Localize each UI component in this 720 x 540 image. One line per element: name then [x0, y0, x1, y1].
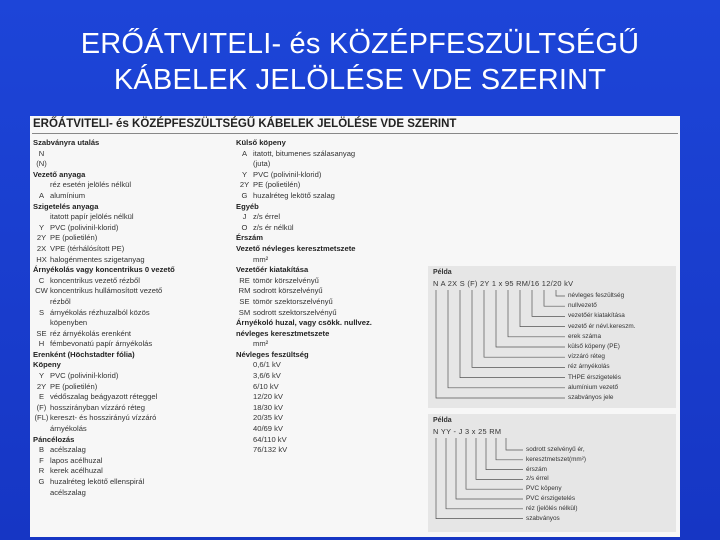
designation-code: G: [38, 477, 45, 486]
example-label: szabványos: [526, 514, 560, 522]
designation-text: halogénmentes szigetanyag: [50, 254, 145, 264]
leader-line: [544, 290, 565, 306]
designation-row: [236, 403, 426, 414]
designation-code: J: [242, 212, 247, 222]
designation-text: z/s ér nélkül: [253, 222, 294, 232]
example-label: érszám: [526, 465, 547, 473]
designation-text: mm²: [253, 254, 269, 264]
designation-text: Névleges feszültség: [236, 349, 309, 359]
example-label: keresztmetszet(mm²): [526, 455, 587, 463]
designation-text: Szigetelés anyaga: [33, 201, 99, 211]
designation-row: [236, 382, 426, 393]
designation-row: [236, 297, 426, 308]
leader-line: [476, 438, 523, 479]
designation-text: PE (polietilén): [50, 381, 98, 391]
leader-line: [466, 438, 523, 489]
example-label: erek száma: [568, 332, 602, 340]
designation-code: E: [38, 392, 45, 402]
designation-code: 2Y: [36, 233, 47, 243]
example-box-1: [428, 266, 676, 408]
designation-text: 76/132 kV: [253, 445, 288, 455]
designation-text: lapos acélhuzal: [50, 455, 103, 465]
designation-text: névleges keresztmetszete: [236, 328, 330, 338]
designation-text: Páncélozás: [33, 434, 75, 444]
leader-line: [446, 438, 523, 509]
designation-row: [33, 297, 233, 308]
designation-text: védőszalag beágyazott réteggel: [50, 392, 158, 402]
designation-row: [33, 488, 233, 499]
leader-line: [472, 290, 565, 367]
designation-text: 6/10 kV: [253, 381, 279, 391]
designation-code: SE: [239, 296, 250, 306]
designation-code: B: [38, 445, 45, 455]
designation-text: sodrott körszelvényű: [253, 286, 323, 296]
designation-code: S: [38, 307, 45, 317]
section-heading: [236, 318, 426, 329]
designation-text: 12/20 kV: [253, 392, 283, 402]
designation-code: 2X: [36, 243, 47, 253]
designation-text: rézből: [50, 296, 71, 306]
designation-code: SE: [36, 328, 47, 338]
title-divider: [32, 133, 678, 134]
example-2-code: N YY - J 3 x 25 RM: [433, 427, 502, 436]
leader-line: [486, 438, 523, 470]
designation-text: Érszám: [236, 233, 264, 243]
example-label: névleges feszültség: [568, 292, 625, 299]
designation-row: [236, 286, 426, 297]
section-heading: [236, 138, 426, 149]
designation-code: A: [38, 190, 45, 200]
designation-text: Árnyékolás vagy koncentrikus 0 vezető: [33, 265, 175, 275]
designation-text: itatott papír jelölés nélkül: [50, 212, 134, 222]
designation-row: [236, 435, 426, 446]
designation-text: alumínium: [50, 190, 86, 200]
designation-row: [236, 170, 426, 181]
designation-row: [236, 255, 426, 266]
example-2-heading: Példa: [433, 417, 452, 424]
designation-text: koncentrikus vezető rézből: [50, 275, 140, 285]
designation-row: [33, 308, 233, 319]
designation-row: [33, 392, 233, 403]
designation-row: [236, 413, 426, 424]
designation-row: [33, 191, 233, 202]
designation-code: Y: [241, 169, 248, 179]
designation-code: G: [241, 190, 248, 200]
designation-text: Árnyékoló huzal, vagy csökk. nullvez.: [236, 318, 372, 328]
designation-row: [236, 191, 426, 202]
designation-text: Erenként (Höchstadter fólia): [33, 349, 135, 359]
designation-text: tömör körszelvényű: [253, 275, 319, 285]
slide-title-line-1: ERŐÁTVITELI- és KÖZÉPFESZÜLTSÉGŰ: [80, 28, 640, 60]
designation-text: sodrott szektorszelvényű: [253, 307, 337, 317]
designation-row: [33, 212, 233, 223]
leader-line: [506, 438, 523, 450]
designation-text: köpenyben: [50, 318, 88, 328]
designation-row: [236, 392, 426, 403]
designation-code: CW: [35, 286, 48, 296]
example-label: nullvezető: [568, 302, 597, 310]
designation-row: [236, 371, 426, 382]
example-label: szabványos jele: [568, 394, 614, 401]
designation-text: PVC (polivinil-klorid): [50, 371, 119, 381]
example-label: PVC érszigetelés: [526, 495, 576, 502]
designation-code: Y: [38, 371, 45, 381]
leader-line: [520, 290, 565, 327]
designation-text: 18/30 kV: [253, 402, 283, 412]
designation-code: RM: [238, 286, 251, 296]
designation-text: kereszt- és hosszirányú vízzáró: [50, 413, 157, 423]
designation-row: [33, 382, 233, 393]
designation-text: Egyéb: [236, 201, 259, 211]
designation-row: [236, 180, 426, 191]
example-label: réz (jelölés nélkül): [526, 504, 578, 512]
slide-title-line-2: KÁBELEK JELÖLÉSE VDE SZERINT: [113, 64, 607, 96]
designation-code: F: [39, 455, 44, 465]
designation-code: HX: [36, 254, 47, 264]
example-label: THPE érszigetelés: [568, 373, 621, 381]
designation-row: [236, 445, 426, 456]
section-heading: [236, 244, 426, 255]
example-label: sodrott szelvényű ér,: [526, 446, 585, 453]
designation-code: R: [38, 466, 45, 476]
designation-row: [236, 339, 426, 350]
designation-text: Külső köpeny: [236, 138, 286, 147]
designation-row: [33, 403, 233, 414]
designation-row: [33, 456, 233, 467]
designation-text: mm²: [253, 339, 269, 349]
designation-row: [33, 233, 233, 244]
designation-text: kerek acélhuzal: [50, 466, 103, 476]
designation-row: [33, 276, 233, 287]
example-label: réz árnyékolás: [568, 363, 610, 371]
leader-line: [508, 290, 565, 337]
designation-row: [236, 223, 426, 234]
designation-text: 20/35 kV: [253, 413, 283, 423]
designation-row: [236, 159, 426, 170]
designation-text: itatott, bitumenes szálasanyag: [253, 148, 356, 158]
designation-row: [33, 244, 233, 255]
designation-code: (FL): [34, 413, 49, 423]
designation-code: 2Y: [239, 180, 250, 190]
designation-text: z/s érrel: [253, 212, 281, 222]
designation-row: [33, 180, 233, 191]
designation-row: [33, 329, 233, 340]
designation-text: réz esetén jelölés nélkül: [50, 180, 132, 190]
designation-code: A: [241, 148, 248, 158]
leader-line: [496, 290, 565, 347]
designation-code: H: [38, 339, 45, 349]
designation-text: Szabványra utalás: [33, 138, 100, 147]
example-box-2: [428, 414, 676, 532]
designation-text: Köpeny: [33, 360, 61, 370]
example-label: PVC köpeny: [526, 485, 562, 493]
designation-text: 3,6/6 kV: [253, 371, 281, 381]
designation-text: Vezető névleges keresztmetszete: [236, 243, 356, 253]
designation-row: [33, 413, 233, 424]
designation-text: huzalréteg lekötő ellenspirál: [50, 477, 145, 486]
example-1-code: N A 2X S (F) 2Y 1 x 95 RM/16 12/20 kV: [433, 279, 574, 288]
leader-line: [460, 290, 565, 378]
designation-column-left: [33, 138, 233, 498]
section-heading: [236, 265, 426, 276]
example-label: alumínium vezető: [568, 383, 619, 391]
designation-row: [236, 212, 426, 223]
designation-row: [33, 255, 233, 266]
designation-text: árnyékolás: [50, 424, 87, 434]
designation-text: fémbevonatú papír árnyékolás: [50, 339, 153, 349]
designation-text: réz árnyékolás erenként: [50, 328, 132, 338]
designation-text: tömör szektorszelvényű: [253, 296, 333, 306]
section-heading: [33, 435, 233, 446]
designation-code: (F): [36, 402, 47, 412]
section-heading: [33, 138, 233, 149]
example-label: vízzáró réteg: [568, 353, 605, 361]
section-heading: [33, 360, 233, 371]
designation-code: 2Y: [36, 381, 47, 391]
section-heading: [236, 329, 426, 340]
designation-row: [236, 276, 426, 287]
designation-text: acélszalag: [50, 445, 86, 455]
designation-code: (N): [36, 159, 47, 169]
section-heading: [33, 350, 233, 361]
section-heading: [236, 350, 426, 361]
leader-line: [556, 290, 565, 296]
designation-text: hosszirányban vízzáró réteg: [50, 402, 145, 412]
designation-row: [33, 318, 233, 329]
example-label: z/s érrel: [526, 475, 549, 483]
designation-text: 64/110 kV: [253, 434, 287, 444]
designation-text: PE (polietilén): [50, 233, 98, 243]
designation-code: O: [241, 222, 248, 232]
leader-line: [496, 438, 523, 460]
designation-row: [236, 360, 426, 371]
designation-column-right: [236, 138, 426, 456]
designation-row: [33, 339, 233, 350]
designation-code: RE: [239, 275, 250, 285]
designation-code: SM: [238, 307, 251, 317]
designation-text: Vezetőér kiatakítása: [236, 265, 309, 275]
designation-text: Vezető anyaga: [33, 169, 86, 179]
example-label: vezető ér névl.kereszm.: [568, 322, 636, 330]
designation-code: C: [38, 275, 45, 285]
designation-row: [236, 424, 426, 435]
designation-row: [236, 149, 426, 160]
designation-text: koncentrikus hullámosított vezető: [50, 286, 163, 296]
designation-code: Y: [38, 222, 45, 232]
designation-text: (juta): [253, 159, 271, 169]
designation-row: [33, 149, 233, 160]
leader-line: [448, 290, 565, 388]
designation-row: [33, 371, 233, 382]
document-title: ERŐÁTVITELI- és KÖZÉPFESZÜLTSÉGŰ KÁBELEK JELÖLÉSE VDE SZERINT: [33, 118, 457, 130]
section-heading: [33, 202, 233, 213]
section-heading: [33, 170, 233, 181]
designation-row: [33, 223, 233, 234]
designation-text: acélszalag: [50, 487, 86, 497]
cable-designation-document: [30, 116, 680, 537]
designation-text: huzalréteg lekötő szalag: [253, 190, 335, 200]
designation-row: [33, 466, 233, 477]
designation-text: 40/69 kV: [253, 424, 283, 434]
designation-code: N: [38, 148, 45, 158]
designation-row: [33, 424, 233, 435]
designation-row: [33, 159, 233, 170]
designation-row: [33, 286, 233, 297]
example-1-leader-lines: [428, 266, 676, 408]
example-1-heading: Példa: [433, 269, 452, 276]
section-heading: [236, 233, 426, 244]
designation-row: [236, 308, 426, 319]
designation-text: PVC (polivinil-klorid): [253, 169, 322, 179]
designation-text: 0,6/1 kV: [253, 360, 281, 370]
example-label: külső köpeny (PE): [568, 343, 620, 350]
section-heading: [236, 202, 426, 213]
leader-line: [532, 290, 565, 316]
designation-row: [33, 445, 233, 456]
designation-text: VPE (térhálósított PE): [50, 243, 125, 253]
designation-text: PVC (polivinil-klorid): [50, 222, 119, 232]
designation-text: PE (polietilén): [253, 180, 301, 190]
example-label: vezetőér kiatakítása: [568, 312, 625, 320]
designation-row: [33, 477, 233, 488]
section-heading: [33, 265, 233, 276]
designation-text: árnyékolás rézhuzalból közös: [50, 307, 150, 317]
slide-title: [0, 26, 720, 98]
